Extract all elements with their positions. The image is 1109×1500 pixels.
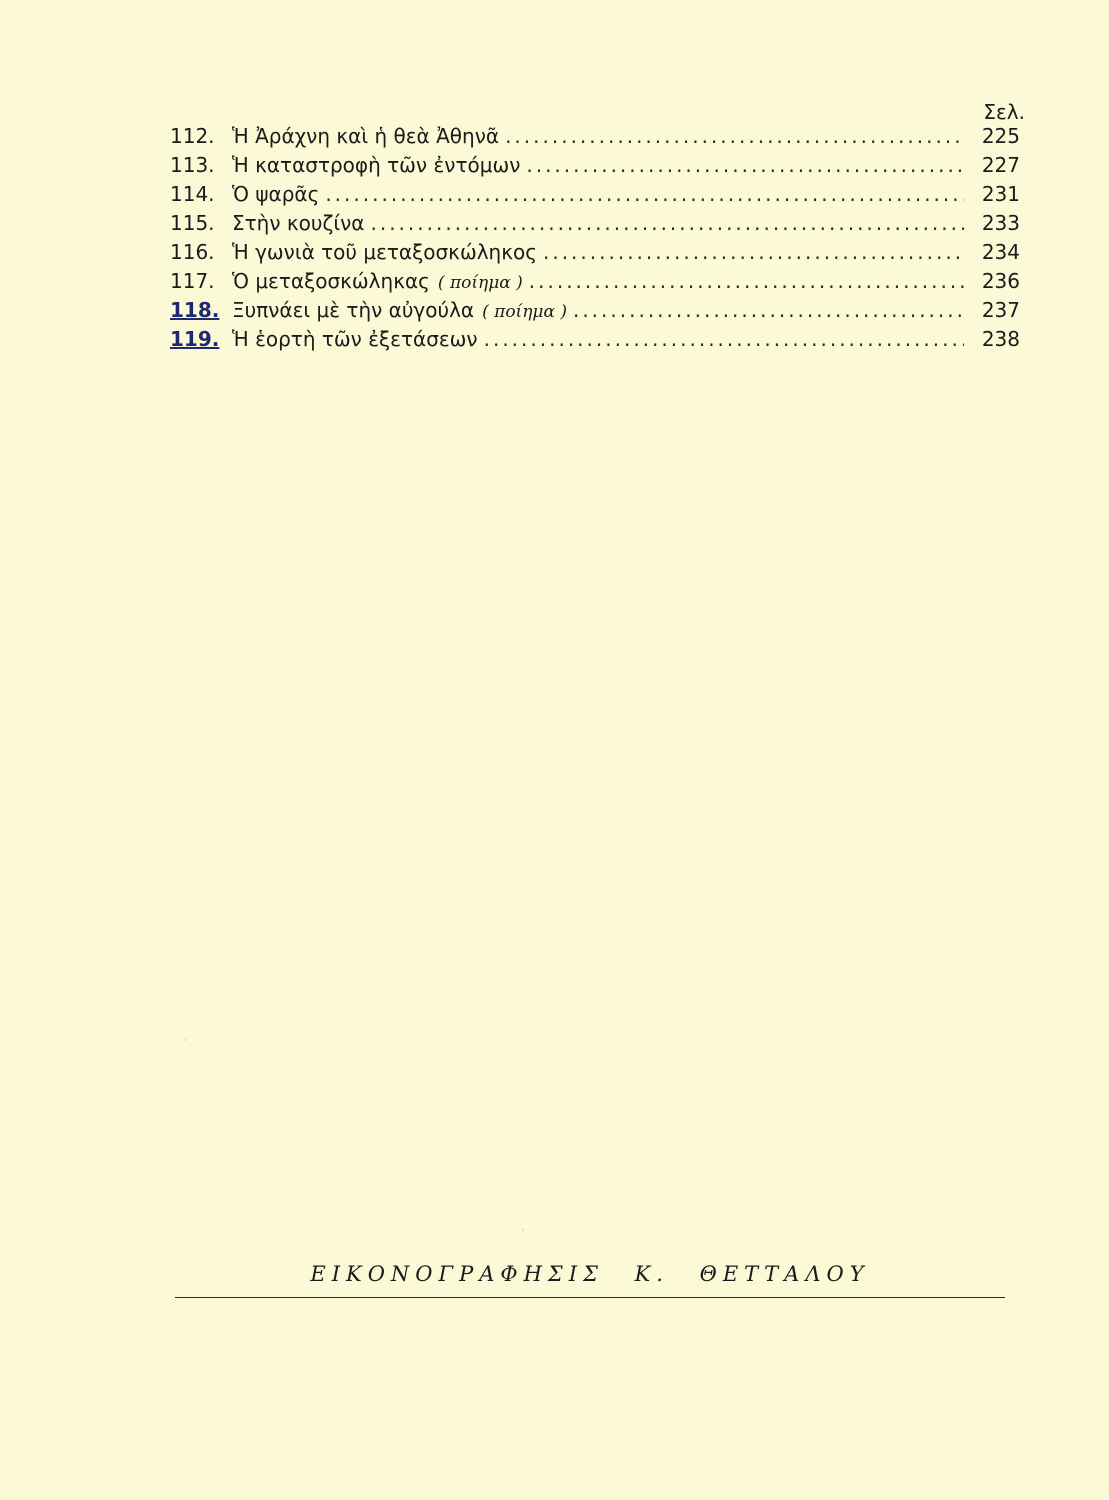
dot-leader [573,296,964,325]
toc-entry [170,151,1020,180]
toc-entry-page: 233 [981,211,1020,235]
table-of-contents [170,122,1020,354]
toc-entry-title: Ἡ καταστροφὴ τῶν ἐντόμων [232,153,521,177]
toc-entry-title: Ὁ ψαρᾶς [232,182,320,206]
dot-leader [526,151,964,180]
toc-entry-number: 114. [170,182,215,206]
dot-leader [325,180,964,209]
toc-entry-number: 117. [170,269,215,293]
toc-entry-title: Ἡ ἑορτὴ τῶν ἐξετάσεων [232,327,478,351]
toc-entry [170,325,1020,354]
toc-entry-title: Ὁ μεταξοσκώληκας [232,269,430,293]
toc-entry [170,296,1020,325]
dot-leader [543,238,964,267]
dot-leader [505,122,964,151]
show-through-mark: · [520,1220,526,1241]
toc-entry-number: 116. [170,240,215,264]
toc-entry-page: 231 [981,182,1020,206]
toc-entry-number: 115. [170,211,215,235]
toc-entry-note: ( ποίημα ) [482,302,567,322]
toc-entry-number-handwritten: 119. [170,327,220,351]
toc-entry-title: Ξυπνάει μὲ τὴν αὐγούλα [232,298,475,322]
toc-entry-page: 238 [981,327,1020,351]
toc-entry-number-handwritten: 118. [170,298,220,322]
toc-entry-note: ( ποίημα ) [437,273,523,293]
toc-entry [170,267,1020,296]
toc-entry-page: 234 [981,240,1020,264]
dot-leader [484,325,964,354]
toc-entry-page: 227 [981,153,1020,177]
dot-leader [529,267,964,296]
dot-leader [370,209,964,238]
toc-entry-number: 112. [170,124,215,148]
toc-entry [170,180,1020,209]
toc-entry-title: Ἡ γωνιὰ τοῦ μεταξοσκώληκος [232,240,537,264]
toc-entry-title: Στὴν κουζίνα [232,211,365,235]
page-column-header: Σελ. [983,100,1025,124]
show-through-mark: · [182,1030,188,1051]
toc-entry [170,238,1020,267]
toc-entry-page: 237 [981,298,1020,322]
toc-entry-number: 113. [170,153,215,177]
toc-entry-title: Ἡ Ἀράχνη καὶ ἡ θεὰ Ἀθηνᾶ [232,124,500,148]
toc-entry [170,122,1020,151]
toc-entry-page: 236 [981,269,1020,293]
credit-rule [175,1297,1005,1298]
toc-entry-page: 225 [981,124,1020,148]
illustration-credit: ΕΙΚΟΝΟΓΡΑΦΗΣΙΣ Κ. ΘΕΤΤΑΛΟΥ [310,1262,870,1286]
toc-entry [170,209,1020,238]
